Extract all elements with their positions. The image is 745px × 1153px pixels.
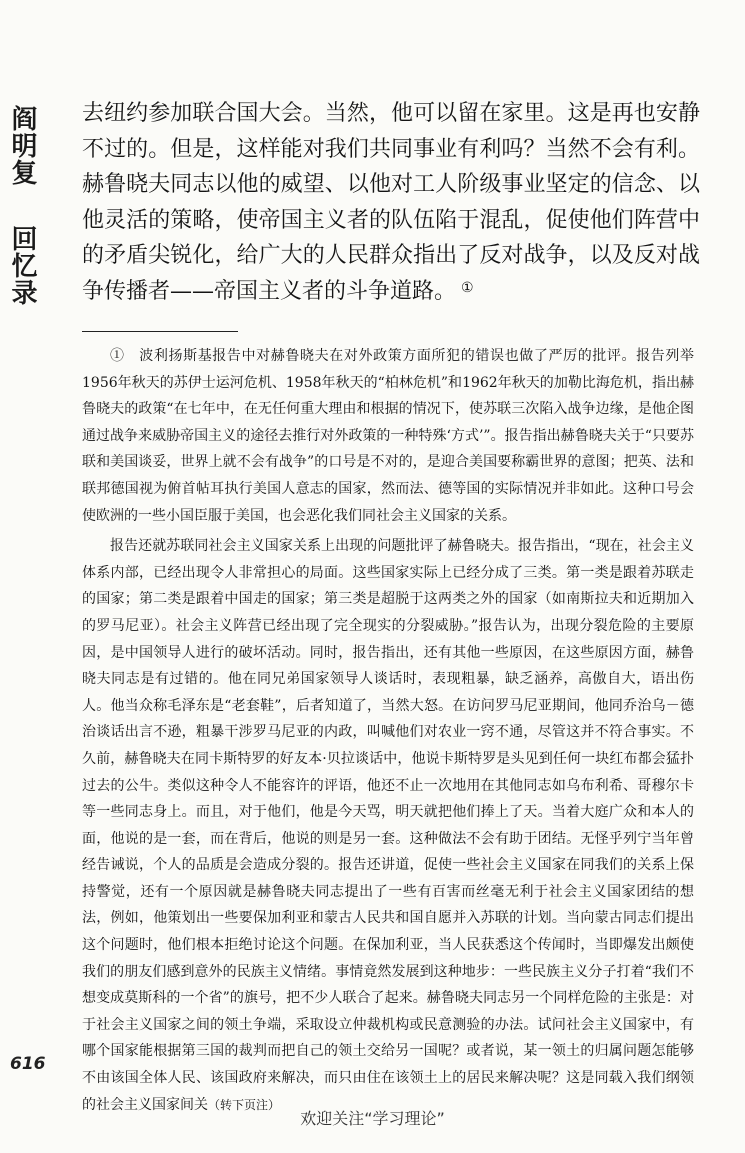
footnote-reference-mark[interactable]: ① (461, 279, 474, 296)
footnote-separator (82, 331, 238, 332)
footnote-continuation (82, 533, 694, 1118)
footnote-continuation-text: 报告还就苏联同社会主义国家关系上出现的问题批评了赫鲁晓夫。报告指出，“现在，社会主义体系内部，已经出现令人非常担心的局面。这些国家实际上已经分成了三类。第一类是跟着苏联走的国家；第二类是跟着中国走的国家；第三类是超脱于这两类之外的国家（如南斯拉夫和近期加入的罗马尼亚）。社会主义阵营已经出现了完全现实的分裂威胁。”报告认为，出现分裂危险的主要原因，是中国领导人进行的破坏活动。同时，报告指出，还有其他一些原因，在这些原因方面，赫鲁晓夫同志是有过错的。他在同兄弟国家领导人谈话时，表现粗暴，缺乏涵养，高傲自大，语出伤人。他当众称毛泽东是“老套鞋”，后者知道了，当然大怒。在访问罗马尼亚期间，他同乔治乌－德治谈话出言不逊，粗暴干涉罗马尼亚的内政，叫喊他们对农业一窍不通，尽管这并不符合事实。不久前，赫鲁晓夫在同卡斯特罗的好友本·贝拉谈话中，他说卡斯特罗是头见到任何一块红布都会猛扑过去的公牛。类似这种令人不能容许的评语，他还不止一次地用在其他同志如乌布利希、哥穆尔卡等一些同志身上。而且，对于他们，他是今天骂，明天就把他们捧上了天。当着大庭广众和本人的面，他说的是一套，而在背后，他说的则是另一套。这种做法不会有助于团结。无怪乎列宁当年曾经告诫说，个人的品质是会造成分裂的。报告还讲道，促使一些社会主义国家在同我们的关系上保持警觉，还有一个原因就是赫鲁晓夫同志提出了一些有百害而丝毫无利于社会主义国家团结的想法，例如，他策划出一些要保加利亚和蒙古人民共和国自愿并入苏联的计划。当向蒙古同志们提出这个问题时，他们根本拒绝讨论这个问题。在保加利亚，当人民获悉这个传闻时，当即爆发出颇使我们的朋友们感到意外的民族主义情绪。事情竟然发展到这种地步：一些民族主义分子打着“我们不想变成莫斯科的一个省”的旗号，把不少人联合了起来。赫鲁晓夫同志另一个同样危险的主张是：对于社会主义国家之间的领土争端，采取设立仲裁机构或民意测验的办法。试问社会主义国家中，有哪个国家能根据第三国的裁判而把自己的领土交给另一国呢？或者说，某一领土的归属问题怎能够不由该国全体人民、该国政府来解决，而只由住在该领土上的居民来解决呢？这是同载入我们纲领的社会主义国家间关 (82, 538, 694, 1113)
footnote-1: ① 波利扬斯基报告中对赫鲁晓夫在对外政策方面所犯的错误也做了严厉的批评。报告列举1956年秋天的苏伊士运河危机、1958年秋天的“柏林危机”和1962年秋天的加勒比海危机，指出赫鲁晓夫的政策“在七年中，在无任何重大理由和根据的情况下，使苏联三次陷入战争边缘，是他企图通过战争来威胁帝国主义的途径去推行对外政策的一种特殊‘方式’”。报告指出赫鲁晓夫关于“只要苏联和美国谈妥，世界上就不会有战争”的口号是不对的，是迎合美国要称霸世界的意图；把英、法和联邦德国视为俯首帖耳执行美国人意志的国家，然而法、德等国的实际情况并非如此。这种口号会使欧洲的一些小国臣服于美国，也会恶化我们同社会主义国家的关系。 (82, 348, 694, 524)
main-paragraph (82, 96, 700, 309)
main-paragraph-text: 去纽约参加联合国大会。当然，他可以留在家里。这是再也安静不过的。但是，这样能对我们共同事业有利吗？当然不会有利。赫鲁晓夫同志以他的威望、以他对工人阶级事业坚定的信念、以他灵活的策略，使帝国主义者的队伍陷于混乱，促使他们阵营中的矛盾尖锐化，给广大的人民群众指出了反对战争，以及反对战争传播者——帝国主义者的斗争道路。 (82, 101, 700, 304)
watermark-caption: 欢迎关注“学习理论” (300, 1109, 445, 1128)
book-title: 阎明复 (7, 105, 37, 186)
page-number: 616 (10, 1054, 46, 1074)
continued-next-page-note: （转下页注） (208, 1097, 281, 1112)
footnotes (82, 343, 694, 1118)
book-subtitle: 回忆录 (7, 225, 37, 306)
